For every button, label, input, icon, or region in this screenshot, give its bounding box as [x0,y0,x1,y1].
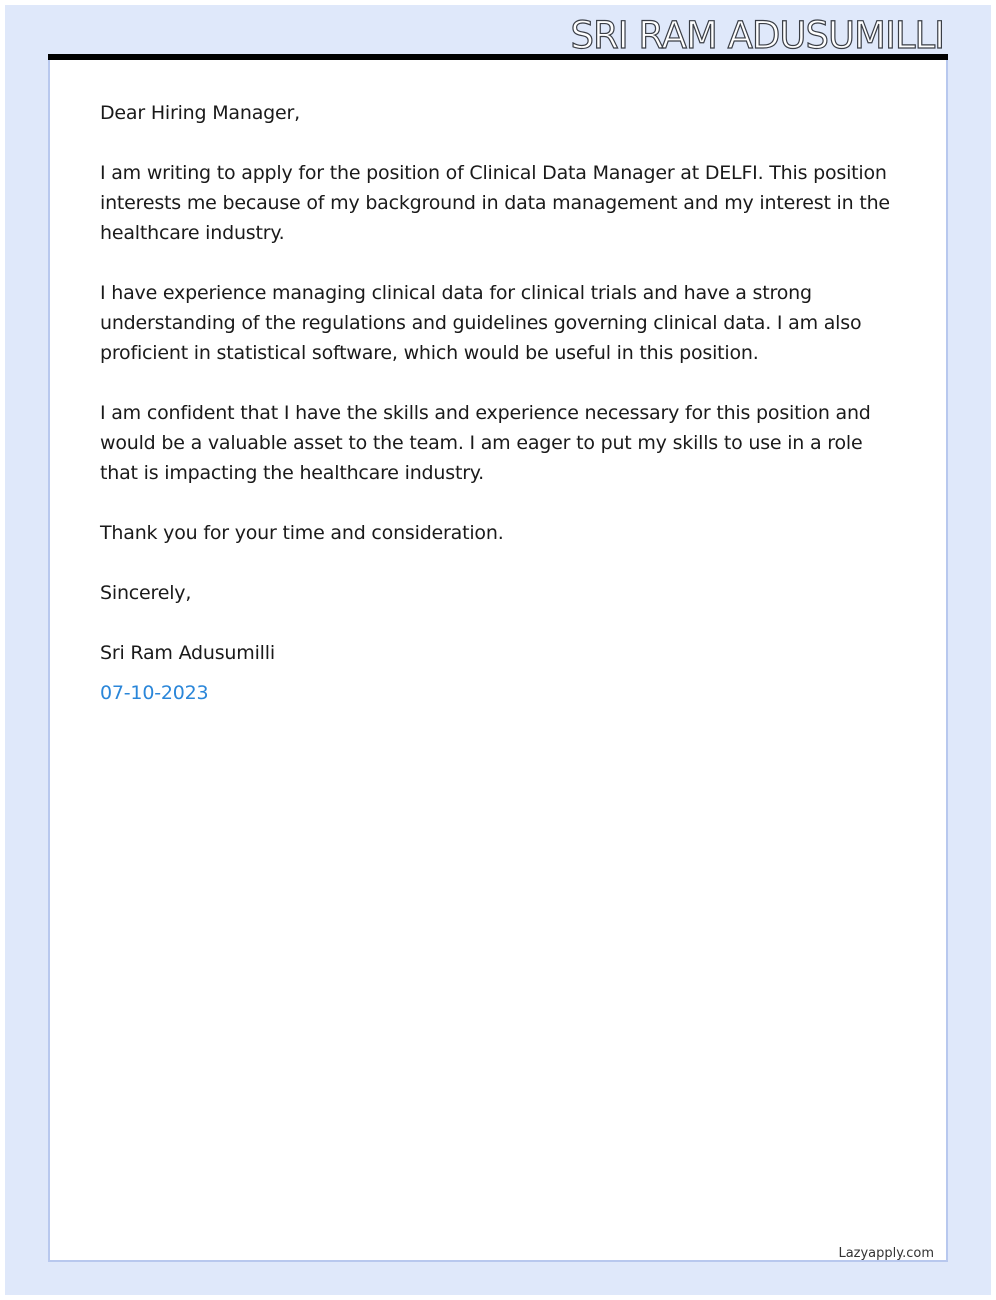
letter-salutation: Dear Hiring Manager, [100,102,300,124]
letter-date: 07-10-2023 [100,682,209,704]
letter-signature: Sri Ram Adusumilli [100,642,275,664]
letter-body [100,98,900,738]
letter-thanks: Thank you for your time and consideration. [100,522,504,544]
letter-paragraph: I have experience managing clinical data for clinical trials and have a strong understanding of the regulations and guidelines governing clinical data. I am also proficient in statistical software, which would be useful in this position. [100,282,862,364]
letter-closing: Sincerely, [100,582,192,604]
letter-paragraph: I am confident that I have the skills and experience necessary for this position and would be a valuable asset to the team. I am eager to put my skills to use in a role that is impacting the healthcare industry. [100,402,871,484]
applicant-name-heading: SRI RAM ADUSUMILLI [570,14,944,57]
footer-brand: Lazyapply.com [838,1246,934,1261]
letter-paragraph: I am writing to apply for the position of Clinical Data Manager at DELFI. This position interests me because of my background in data management and my interest in the healthcare industry. [100,162,890,244]
